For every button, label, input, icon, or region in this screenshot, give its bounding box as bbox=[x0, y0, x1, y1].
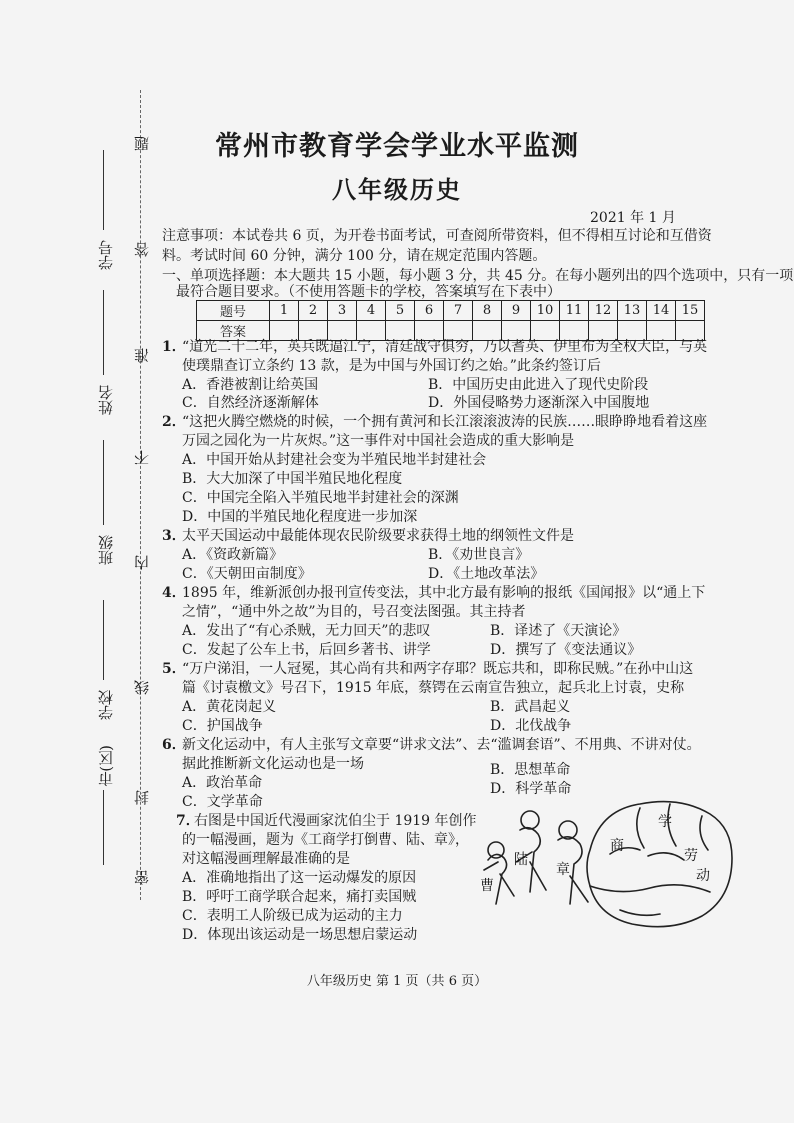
seal-char: 答 bbox=[133, 242, 151, 257]
answer-table bbox=[196, 300, 705, 341]
question-number-cell: 9 bbox=[502, 301, 531, 321]
option[interactable]: B．武昌起义 bbox=[490, 699, 571, 715]
option[interactable]: D．科学革命 bbox=[490, 781, 572, 797]
field-district-line[interactable] bbox=[103, 790, 104, 865]
option[interactable]: B．思想革命 bbox=[490, 762, 571, 778]
option[interactable]: C．表明工人阶级已成为运动的主力 bbox=[182, 908, 403, 924]
question-number: 3． bbox=[162, 528, 186, 544]
option[interactable]: D．外国侵略势力逐渐深入中国腹地 bbox=[428, 395, 650, 411]
option[interactable]: B．《劝世良言》 bbox=[428, 547, 530, 563]
exam-title: 常州市教育学会学业水平监测 bbox=[215, 131, 579, 162]
question-stem: 右图是中国近代漫画家沈伯尘于 1919 年创作 bbox=[194, 813, 477, 829]
question-number: 1． bbox=[162, 339, 186, 355]
cartoon-label: 章 bbox=[556, 862, 570, 878]
option[interactable]: A．香港被割让给英国 bbox=[182, 377, 319, 393]
page-footer: 八年级历史 第 1 页（共 6 页） bbox=[306, 974, 488, 989]
question-number-cell: 4 bbox=[357, 301, 386, 321]
seal-char: 内 bbox=[133, 555, 151, 570]
option[interactable]: A．中国开始从封建社会变为半殖民地半封建社会 bbox=[182, 452, 487, 468]
option[interactable]: B．呼吁工商学联合起来，痛打卖国贼 bbox=[182, 889, 417, 905]
cartoon-label: 动 bbox=[696, 868, 710, 884]
field-class-label: 班级 bbox=[97, 535, 115, 565]
option[interactable]: C．发起了公车上书，后回乡著书、讲学 bbox=[182, 642, 431, 658]
option[interactable]: A．政治革命 bbox=[182, 775, 263, 791]
seal-char: 线 bbox=[133, 680, 151, 695]
question-number-cell: 8 bbox=[473, 301, 502, 321]
question-stem: 1895 年，维新派创办报刊宣传变法，其中北方最有影响的报纸《国闻报》以“通上下 bbox=[182, 585, 706, 601]
field-id-label: 学号 bbox=[97, 240, 115, 270]
answer-table-header: 题号 bbox=[197, 301, 270, 321]
option[interactable]: D．撰写了《变法通议》 bbox=[490, 642, 642, 658]
question-number-cell: 15 bbox=[676, 301, 705, 321]
option[interactable]: A．发出了“有心杀贼，无力回天”的悲叹 bbox=[182, 623, 431, 639]
question-number: 6． bbox=[162, 737, 186, 753]
option[interactable]: C．文学革命 bbox=[182, 794, 263, 810]
notice-line: 注意事项：本试卷共 6 页，为开卷书面考试，可查阅所带资料，但不得相互讨论和互借资 bbox=[162, 228, 712, 244]
option[interactable]: B．中国历史由此进入了现代史阶段 bbox=[428, 377, 649, 393]
option[interactable]: C．护国战争 bbox=[182, 718, 263, 734]
option[interactable]: C．中国完全陷入半殖民地半封建社会的深渊 bbox=[182, 490, 459, 506]
question-stem: 之情”，“通中外之故”为目的，号召变法图强。其主持者 bbox=[182, 604, 526, 620]
field-school-label: 学校 bbox=[97, 690, 115, 720]
answer-table-header: 答案 bbox=[197, 321, 270, 341]
question-stem: “这把火腾空燃烧的时候，一个拥有黄河和长江滚滚波涛的民族……眼睁睁地看着这座 bbox=[182, 414, 708, 430]
option[interactable]: B．译述了《天演论》 bbox=[490, 623, 627, 639]
question-number-cell: 2 bbox=[299, 301, 328, 321]
field-class-line[interactable] bbox=[103, 440, 104, 525]
question-stem: “万户涕泪，一人冠冕，其心尚有共和两字存耶？既忘共和，即称民贼。”在孙中山这 bbox=[182, 661, 694, 677]
question-number: 4． bbox=[162, 585, 186, 601]
option[interactable]: D．《土地改革法》 bbox=[428, 566, 545, 582]
option[interactable]: C．《天朝田亩制度》 bbox=[182, 566, 312, 582]
question-number-cell: 1 bbox=[270, 301, 299, 321]
seal-char: 封 bbox=[133, 790, 151, 805]
question-stem: 使璞鼎查订立条约 13 款，是为中国与外国订约之始。”此条约签订后 bbox=[182, 358, 601, 374]
question-number-cell: 5 bbox=[386, 301, 415, 321]
field-name-line[interactable] bbox=[103, 290, 104, 375]
option[interactable]: C．自然经济逐渐解体 bbox=[182, 395, 319, 411]
question-stem: “道光二十二年，英兵既逼江宁，清廷战守俱穷，乃以耆英、伊里布为全权大臣，与英 bbox=[182, 339, 708, 355]
cartoon-label: 劳 bbox=[684, 848, 698, 864]
answer-table-number-row bbox=[197, 301, 705, 321]
question-stem: 篇《讨袁檄文》号召下，1915 年底，蔡锷在云南宣告独立，起兵北上讨袁，史称 bbox=[182, 680, 685, 696]
question-number: 5． bbox=[162, 661, 186, 677]
exam-date: 2021 年 1 月 bbox=[590, 210, 676, 226]
notice-line: 料。考试时间 60 分钟，满分 100 分，请在规定范围内答题。 bbox=[162, 248, 547, 264]
option[interactable]: A．黄花岗起义 bbox=[182, 699, 277, 715]
option[interactable]: D．体现出该运动是一场思想启蒙运动 bbox=[182, 927, 418, 943]
question-number-cell: 3 bbox=[328, 301, 357, 321]
field-district-label: 市(区) bbox=[97, 745, 115, 787]
field-school-line[interactable] bbox=[103, 600, 104, 680]
section-heading: 一、单项选择题：本大题共 15 小题，每小题 3 分，共 45 分。在每小题列出的四个选项中，只有一项 bbox=[162, 268, 794, 284]
question-number-cell: 13 bbox=[618, 301, 647, 321]
question-stem: 对这幅漫画理解最准确的是 bbox=[182, 851, 350, 867]
question-number: 2． bbox=[162, 414, 186, 430]
question-stem: 据此推断新文化运动也是一场 bbox=[182, 756, 364, 772]
question-number-cell: 7 bbox=[444, 301, 473, 321]
question-number-cell: 12 bbox=[589, 301, 618, 321]
question-number-cell: 11 bbox=[560, 301, 589, 321]
seal-line bbox=[140, 90, 141, 900]
question-stem: 的一幅漫画，题为《工商学打倒曹、陆、章》， bbox=[182, 832, 469, 848]
question-number-cell: 6 bbox=[415, 301, 444, 321]
option[interactable]: D．北伐战争 bbox=[490, 718, 572, 734]
option[interactable]: A．准确地指出了这一运动爆发的原因 bbox=[182, 870, 417, 886]
question-number: 7． bbox=[176, 813, 200, 829]
seal-char: 准 bbox=[133, 348, 151, 363]
question-number-cell: 10 bbox=[531, 301, 560, 321]
seal-char: 不 bbox=[133, 450, 151, 465]
option[interactable]: A．《资政新篇》 bbox=[182, 547, 284, 563]
question-stem: 新文化运动中，有人主张写文章要“讲求文法”、去“滥调套语”、不用典、不讲对仗。 bbox=[182, 737, 701, 753]
question-number-cell: 14 bbox=[647, 301, 676, 321]
section-heading: 最符合题目要求。（不使用答题卡的学校，答案填写在下表中） bbox=[176, 284, 561, 300]
exam-subtitle: 八年级历史 bbox=[332, 175, 462, 204]
cartoon-label: 学 bbox=[658, 814, 672, 830]
seal-char: 题 bbox=[133, 136, 151, 151]
field-name-label: 姓名 bbox=[97, 385, 115, 415]
option[interactable]: B．大大加深了中国半殖民地化程度 bbox=[182, 471, 403, 487]
cartoon-label: 陆 bbox=[514, 852, 528, 868]
option[interactable]: D．中国的半殖民地化程度进一步加深 bbox=[182, 509, 418, 525]
question-stem: 太平天国运动中最能体现农民阶级要求获得土地的纲领性文件是 bbox=[182, 528, 574, 544]
cartoon-illustration bbox=[470, 790, 740, 940]
question-stem: 万园之园化为一片灰烬。”这一事件对中国社会造成的重大影响是 bbox=[182, 433, 575, 449]
cartoon-label: 曹 bbox=[480, 878, 494, 894]
seal-char: 密 bbox=[133, 870, 151, 885]
cartoon-label: 商 bbox=[610, 838, 624, 854]
